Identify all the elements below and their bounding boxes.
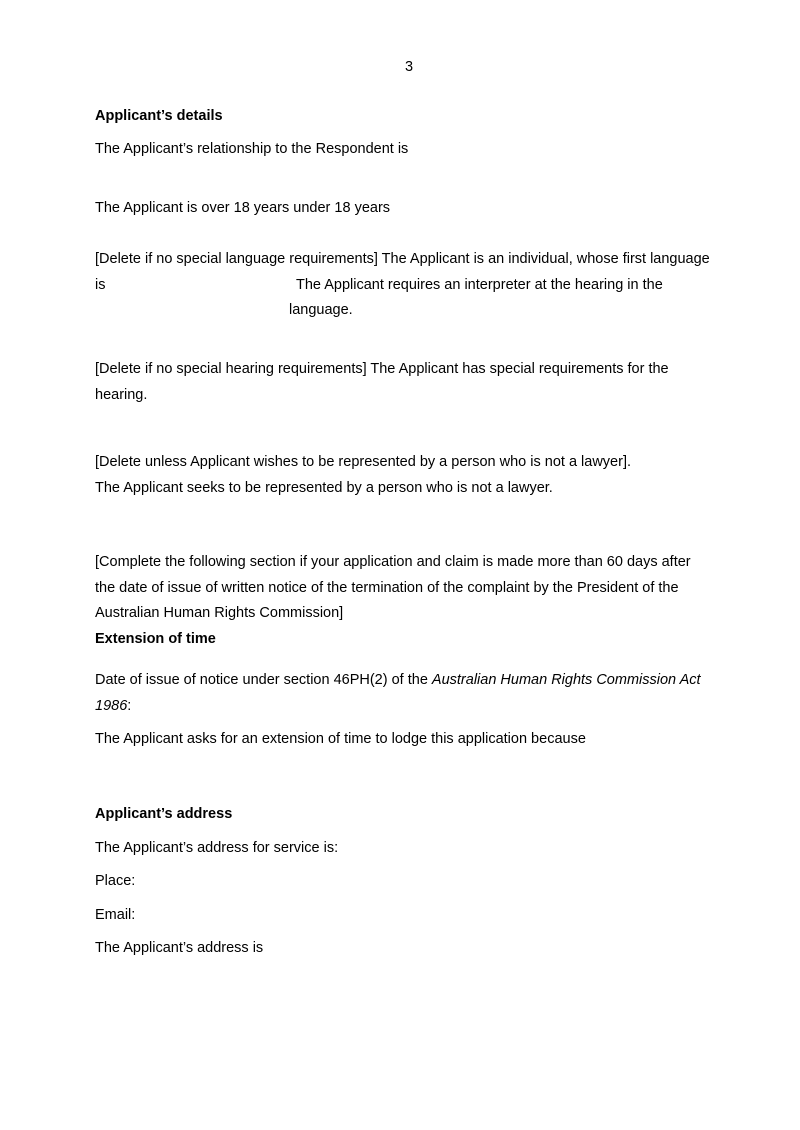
- notice-line-2: [95, 699, 131, 714]
- language-line-1: [Delete if no special language requirements] The Applicant is an individual, whose first language: [95, 251, 710, 267]
- age-line: [95, 201, 390, 216]
- extension-asks-line: The Applicant asks for an extension of time to lodge this application because: [95, 731, 586, 747]
- notice-prefix: Date of issue of notice under section 46PH(2) of the: [95, 672, 432, 688]
- extension-heading: Extension of time: [95, 631, 216, 647]
- language-word: language.: [289, 302, 353, 318]
- hearing-line-1: [Delete if no special hearing requirements] The Applicant has special requirements for the: [95, 361, 669, 377]
- representation-line-2: The Applicant seeks to be represented by a person who is not a lawyer.: [95, 480, 553, 496]
- place-label: Place:: [95, 873, 136, 889]
- extension-instruction-line-1: [Complete the following section if your application and claim is made more than 60 days after: [95, 554, 691, 570]
- address-service-line: The Applicant’s address for service is:: [95, 840, 339, 856]
- language-is: is: [95, 277, 106, 293]
- age-prefix: The Applicant is: [95, 200, 198, 216]
- page-number: 3: [404, 59, 414, 75]
- notice-act: Australian Human Rights Commission Act: [431, 672, 701, 688]
- email-label: Email:: [95, 907, 136, 923]
- extension-instruction-line-3: Australian Human Rights Commission]: [95, 605, 344, 621]
- address-is-line: The Applicant’s address is: [95, 940, 264, 956]
- age-option-under: under 18 years: [293, 200, 391, 216]
- notice-line-1: [95, 673, 701, 688]
- notice-colon: :: [127, 698, 132, 714]
- applicant-details-heading: Applicant’s details: [95, 108, 223, 124]
- representation-line-1: [Delete unless Applicant wishes to be represented by a person who is not a lawyer].: [95, 454, 631, 470]
- extension-instruction-line-2: the date of issue of written notice of the termination of the complaint by the President of the: [95, 580, 679, 596]
- age-option-over: over 18 years: [201, 200, 290, 216]
- relationship-line: The Applicant’s relationship to the Respondent is: [95, 141, 409, 157]
- hearing-line-2: hearing.: [95, 387, 148, 403]
- language-interpreter: The Applicant requires an interpreter at the hearing in the: [296, 277, 663, 293]
- address-heading: Applicant’s address: [95, 806, 233, 822]
- notice-year: 1986: [95, 698, 128, 714]
